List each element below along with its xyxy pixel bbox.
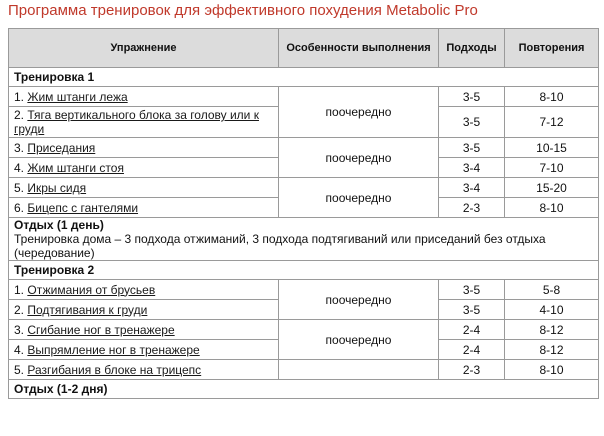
row-number: 5. bbox=[14, 180, 25, 195]
exercise-link[interactable]: Жим штанги лежа bbox=[27, 89, 128, 104]
reps-cell: 8-10 bbox=[505, 198, 599, 218]
sets-cell: 3-4 bbox=[439, 158, 505, 178]
rest-row bbox=[9, 380, 599, 399]
sets-cell: 3-5 bbox=[439, 280, 505, 300]
header-reps: Повторения bbox=[505, 29, 599, 68]
rest-note: Тренировка дома – 3 подхода отжиманий, 3 подхода подтягиваний или приседаний без отдыха (чередование) bbox=[14, 232, 546, 260]
exercise-link[interactable]: Подтягивания к груди bbox=[27, 302, 148, 317]
table-row bbox=[9, 87, 599, 107]
feature-cell: поочередно bbox=[279, 87, 439, 138]
header-features: Особенности выполнения bbox=[279, 29, 439, 68]
table-row bbox=[9, 320, 599, 340]
row-number: 4. bbox=[14, 342, 25, 357]
page-title: Программа тренировок для эффективного похудения Metabolic Pro bbox=[8, 2, 478, 19]
row-number: 3. bbox=[14, 322, 25, 337]
workout-program-table bbox=[8, 28, 599, 399]
reps-cell: 10-15 bbox=[505, 138, 599, 158]
sets-cell: 2-4 bbox=[439, 320, 505, 340]
row-number: 6. bbox=[14, 200, 25, 215]
table-row bbox=[9, 138, 599, 158]
exercise-cell bbox=[9, 320, 279, 340]
feature-cell: поочередно bbox=[279, 138, 439, 178]
row-number: 1. bbox=[14, 89, 25, 104]
rest-title-2: Отдых (1-2 дня) bbox=[9, 380, 599, 399]
table-row bbox=[9, 360, 599, 380]
row-number: 1. bbox=[14, 282, 25, 297]
exercise-cell bbox=[9, 87, 279, 107]
exercise-link[interactable]: Разгибания в блоке на трицепс bbox=[27, 362, 202, 377]
exercise-cell bbox=[9, 107, 279, 138]
exercise-cell bbox=[9, 158, 279, 178]
exercise-link[interactable]: Отжимания от брусьев bbox=[27, 282, 156, 297]
exercise-cell bbox=[9, 300, 279, 320]
feature-cell: поочередно bbox=[279, 178, 439, 218]
sets-cell: 3-5 bbox=[439, 138, 505, 158]
table-header-row bbox=[9, 29, 599, 68]
reps-cell: 7-12 bbox=[505, 107, 599, 138]
exercise-link[interactable]: Сгибание ног в тренажере bbox=[27, 322, 175, 337]
sets-cell: 2-4 bbox=[439, 340, 505, 360]
header-sets: Подходы bbox=[439, 29, 505, 68]
header-exercise: Упражнение bbox=[9, 29, 279, 68]
reps-cell: 8-10 bbox=[505, 360, 599, 380]
reps-cell: 4-10 bbox=[505, 300, 599, 320]
sets-cell: 3-5 bbox=[439, 87, 505, 107]
exercise-cell bbox=[9, 138, 279, 158]
reps-cell: 5-8 bbox=[505, 280, 599, 300]
feature-cell: поочередно bbox=[279, 320, 439, 360]
table-row bbox=[9, 280, 599, 300]
reps-cell: 8-12 bbox=[505, 340, 599, 360]
section-row bbox=[9, 261, 599, 280]
sets-cell: 2-3 bbox=[439, 360, 505, 380]
reps-cell: 8-12 bbox=[505, 320, 599, 340]
row-number: 3. bbox=[14, 140, 25, 155]
section-title-workout-1: Тренировка 1 bbox=[9, 68, 599, 87]
feature-cell-empty bbox=[279, 360, 439, 380]
row-number: 2. bbox=[14, 108, 25, 122]
section-row bbox=[9, 68, 599, 87]
reps-cell: 15-20 bbox=[505, 178, 599, 198]
exercise-link[interactable]: Бицепс с гантелями bbox=[27, 200, 139, 215]
exercise-link[interactable]: Икры сидя bbox=[27, 180, 87, 195]
exercise-link[interactable]: Приседания bbox=[27, 140, 96, 155]
exercise-cell bbox=[9, 198, 279, 218]
row-number: 5. bbox=[14, 362, 25, 377]
rest-cell bbox=[9, 218, 599, 261]
sets-cell: 3-5 bbox=[439, 300, 505, 320]
section-title-workout-2: Тренировка 2 bbox=[9, 261, 599, 280]
rest-row bbox=[9, 218, 599, 261]
exercise-link[interactable]: Жим штанги стоя bbox=[27, 160, 124, 175]
sets-cell: 3-4 bbox=[439, 178, 505, 198]
sets-cell: 2-3 bbox=[439, 198, 505, 218]
sets-cell: 3-5 bbox=[439, 107, 505, 138]
reps-cell: 8-10 bbox=[505, 87, 599, 107]
exercise-cell bbox=[9, 360, 279, 380]
exercise-cell bbox=[9, 280, 279, 300]
rest-title: Отдых (1 день) bbox=[14, 218, 104, 232]
exercise-cell bbox=[9, 178, 279, 198]
exercise-cell bbox=[9, 340, 279, 360]
exercise-link[interactable]: Выпрямление ног в тренажере bbox=[27, 342, 200, 357]
exercise-link[interactable]: Тяга вертикального блока за голову или к груди bbox=[14, 108, 259, 136]
row-number: 4. bbox=[14, 160, 25, 175]
row-number: 2. bbox=[14, 302, 25, 317]
feature-cell: поочередно bbox=[279, 280, 439, 320]
reps-cell: 7-10 bbox=[505, 158, 599, 178]
table-row bbox=[9, 178, 599, 198]
